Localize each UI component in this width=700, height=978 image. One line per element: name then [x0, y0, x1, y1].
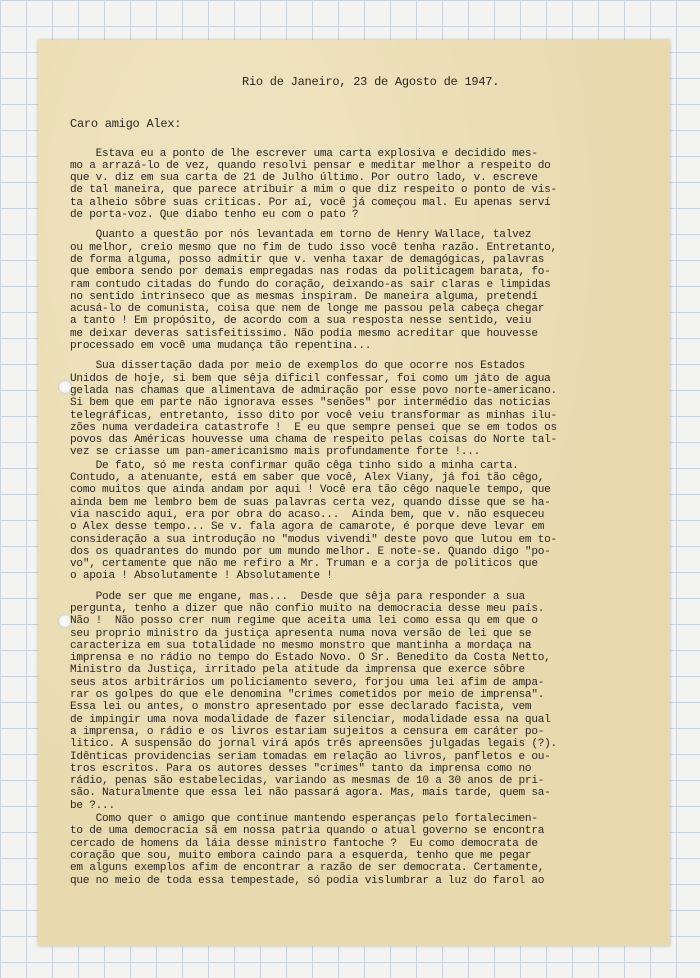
letter-body — [70, 76, 670, 895]
paragraph-6: Como quer o amigo que continue mantendo esperanças pelo fortalecimen- to de uma democracia sã em nossa patria quando o atual governo se encontra cercado de homens da láia desse ministro fantoche ? Eu como democrata de coração que sou, muito embora caindo para a esquerda, tenho que me pegar em alguns exemplos afim de encontrar a razão de ser democrata. Certamente, que no meio de toda essa tempestade, só podia vislumbrar a luz do farol ao — [70, 813, 545, 887]
paragraph-1: Estava eu a ponto de lhe escrever uma carta explosiva e decidido mes- mo a arrazá-lo de vez, quando resolvi pensar e meditar melhor a respeito do que v. diz em sua carta de 21 de Julho último. Por outro lado, v. escreve de tal maneira, que parece atribuir a mim o que diz respeito o ponto de vis- ta alheio sôbre suas criticas. Por aí, você já começou mal. Eu apenas serví de porta-voz. Que diabo tenho eu com o pato ? — [70, 147, 557, 222]
letter-date: Rio de Janeiro, 23 de Agosto de 1947. — [242, 75, 500, 89]
paragraph-2: Quanto a questão por nós levantada em torno de Henry Wallace, talvez ou melhor, creio mesmo que no fim de tudo isso você tenha razão. Entretanto, de forma alguma, posso admitir que v. venha taxar de demagógicas, palavras que embora sendo por demais empregadas nas rodas da politicagem barata, fo- ram contudo citadas do fundo do coração, deixando-as sair claras e limpidas no sentido intrinseco que as mesmas inspiram. De maneira alguma, pretendí acusá-lo de comunista, coisa que nem de longe me passou pela cabeça chegar a tanto ! Em propósito, de acordo com a sua resposta nesse sentido, veiu me deixar deveras satisfeitissimo. Não podia mesmo acreditar que houvesse processado em você uma mudança tão repentina... — [70, 229, 557, 353]
paragraph-3: Sua dissertação dada por meio de exemplos do que ocorre nos Estados Unidos de hoje, si bem que sêja dificil confessar, foi como um játo de agua gelada nas chamas que alimentava de admiração por esse povo norte-americano. Si bem que em parte não ignorava esses "senões" por intermédio das noticias telegráficas, entretanto, isso dito por você veiu transformar as minhas ilu- zões numa verdadeira catastrofe ! E eu que sempre pensei que se em todos os povos das Américas houvesse uma chama de respeito pelas coisas do Norte tal- vez se criasse um pan-americanismo mais profundamente forte !... — [70, 360, 557, 459]
paragraph-5: Pode ser que me engane, mas... Desde que sêja para responder a sua pergunta, tenho a dizer que não confio muito na democracia desse meu país. Não ! Não posso crer num regime que aceita uma lei como essa qu em que o seu proprio ministro da justiça apresenta numa nova versão de lei que se caracteriza em sua totalidade no mesmo monstro que mantinha a mordaça na imprensa e no rádio no tempo do Estado Novo. O Sr. Benedito da Costa Netto, Ministro da Justiça, irritado pela atitude da imprensa que exerce sôbre seus atos arbitrários um policiamento severo, forjou uma lei afim de ampa- rar os golpes do que ele denomina "crimes cometidos por meio de imprensa". Essa lei ou antes, o monstro apresentado por esse declarado facista, vem de impingir uma nova modalidade de fazer silenciar, modalidade essa na qual a imprensa, o rádio e os livros estariam sujeitos a censura em caráter po- litico. A suspensão do jornal virá após três apreensões julgadas legais (?). Idênticas providencias seriam tomadas em relação ao livros, panfletos e ou- tros escritos. Para os autores desses "crimes" tanto da imprensa como no rádio, penas são estabelecidas, variando as mesmas de 10 a 30 anos de pri- são. Naturalmente que essa lei não passará agora. Mas, mais tarde, quem sa- be ?... — [70, 590, 557, 812]
letter-salutation: Caro amigo Alex: — [70, 117, 182, 132]
paragraph-4: De fato, só me resta confirmar quão cêga tinho sido a minha carta. Contudo, a atenuante, está em saber que você, Alex Viany, já foi tão cêgo, como muitos que ainda andam por aqui ! Você era tão cêgo naquele tempo, que ainda bem me lembro bem de suas palavras certa vez, quando disse que se ha- via nascido aqui, era por obra do acaso... Ainda bem, que v. não esqueceu o Alex desse tempo... Se v. fala agora de camarote, é porque deve levar em consideração a sua introdução no "modus vivendi" deste povo que lutou em to- dos os quadrantes do mundo por um mundo melhor. E note-se. Quando digo "po- vo", certamente que não me refiro a Mr. Truman e a corja de politicos que o apoia ! Absolutamente ! Absolutamente ! — [70, 459, 557, 583]
